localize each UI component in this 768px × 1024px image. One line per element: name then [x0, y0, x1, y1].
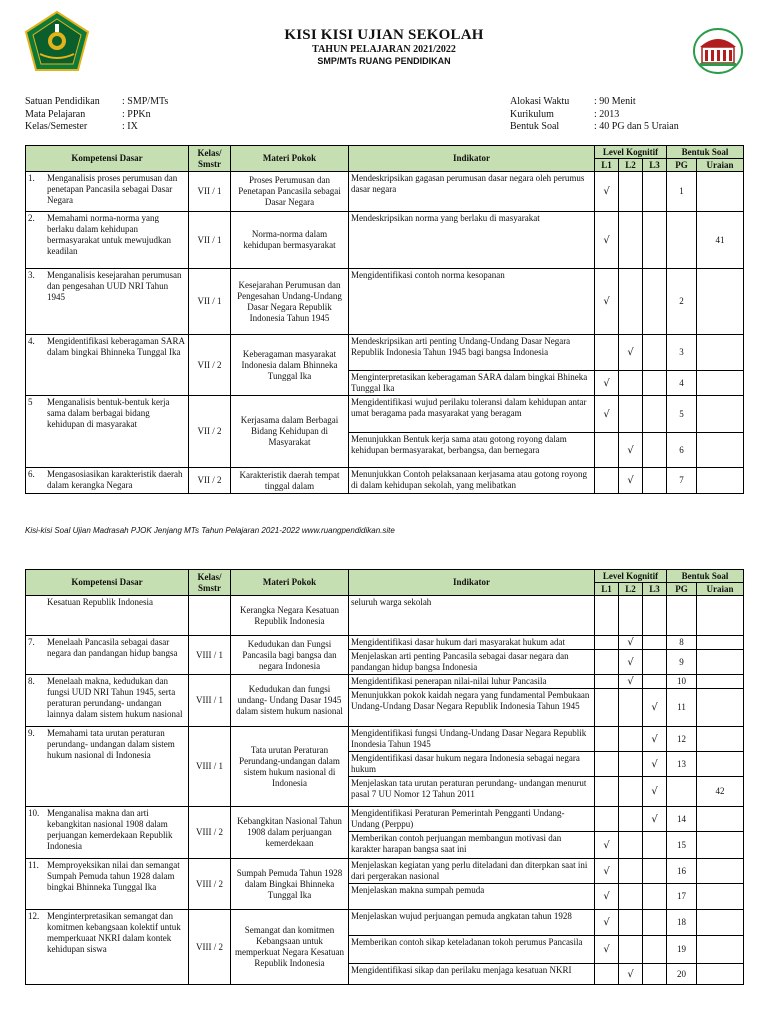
kd-cell	[26, 596, 189, 636]
level-l1-cell	[595, 964, 619, 985]
table-row	[26, 636, 744, 650]
table-row	[26, 675, 744, 689]
info-value: : 2013	[594, 108, 620, 120]
level-l2-cell	[619, 859, 643, 884]
kelas-cell: VIII / 2	[189, 859, 231, 910]
kelas-cell: VIII / 2	[189, 807, 231, 859]
level-l3-cell	[643, 433, 667, 468]
uraian-cell	[697, 752, 744, 777]
kelas-cell: VII / 1	[189, 269, 231, 335]
pg-cell	[667, 777, 697, 807]
kd-number: 9.	[28, 728, 35, 738]
kd-text	[28, 270, 186, 303]
level-l1-cell: √	[595, 269, 619, 335]
info-row	[25, 109, 168, 122]
kelas-cell: VII / 1	[189, 172, 231, 212]
level-l3-cell	[643, 212, 667, 269]
kd-text	[28, 597, 186, 608]
kd-number: 4.	[28, 336, 35, 346]
level-l1-cell	[595, 433, 619, 468]
info-right	[510, 96, 679, 134]
kd-description: Menganalisa makna dan arti kebangkitan nasional 1908 dalam perjuangan kemerdekaan Republik Indonesia	[47, 808, 173, 851]
level-l1-cell	[595, 675, 619, 689]
kd-text	[28, 173, 186, 206]
level-l1-cell	[595, 650, 619, 675]
col-bentuk: Bentuk Soal	[667, 146, 744, 159]
indikator-cell: Mengidentifikasi Peraturan Pemerintah Pengganti Undang-Undang (Perppu)	[349, 807, 595, 832]
level-l1-cell	[595, 468, 619, 494]
materi-cell: Kebangkitan Nasional Tahun 1908 dalam perjuangan kemerdekaan	[231, 807, 349, 859]
level-l3-cell	[643, 884, 667, 910]
indikator-cell: Menunjukkan Contoh pelaksanaan kerjasama atau gotong royong di dalam kehidupan sekolah, yang melibatkan	[349, 468, 595, 494]
info-key: Bentuk Soal	[510, 121, 560, 132]
uraian-cell	[697, 964, 744, 985]
col-kd: Kompetensi Dasar	[26, 570, 189, 596]
kd-cell	[26, 807, 189, 859]
kisi-table-1	[25, 145, 744, 494]
level-l2-cell	[619, 396, 643, 433]
col-bentuk: Bentuk Soal	[667, 570, 744, 583]
indikator-cell: Menjelaskan wujud perjuangan pemuda angkatan tahun 1928	[349, 910, 595, 936]
level-l3-cell: √	[643, 752, 667, 777]
kd-text	[28, 637, 186, 659]
uraian-cell	[697, 650, 744, 675]
uraian-cell	[697, 433, 744, 468]
uraian-cell	[697, 172, 744, 212]
pg-cell	[667, 212, 697, 269]
uraian-cell	[697, 335, 744, 371]
level-l1-cell	[595, 335, 619, 371]
kd-cell	[26, 468, 189, 494]
indikator-cell: Mengidentifikasi contoh norma kesopanan	[349, 269, 595, 335]
indikator-cell: Menunjukkan pokok kaidah negara yang fundamental Pembukaan Undang-Undang Dasar Negara Republik Indonesia Tahun 1945	[349, 689, 595, 727]
kd-number: 7.	[28, 637, 35, 647]
indikator-cell: Mengidentifikasi dasar hukum negara Indonesia sebagai negara hukum	[349, 752, 595, 777]
kd-description: Menganalisis kesejarahan perumusan dan pengesahan UUD NRI Tahun 1945	[47, 270, 182, 302]
table-row	[26, 727, 744, 752]
level-l1-cell: √	[595, 884, 619, 910]
col-indikator: Indikator	[349, 146, 595, 172]
kd-description: Memahami norma-norma yang berlaku dalam kehidupan bermasyarakat untuk mewujudkan keadilan	[47, 213, 171, 256]
materi-cell: Kedudukan dan Fungsi Pancasila bagi bangsa dan negara Indonesia	[231, 636, 349, 675]
uraian-cell	[697, 269, 744, 335]
table-row	[26, 910, 744, 936]
uraian-cell: 42	[697, 777, 744, 807]
table-row	[26, 335, 744, 371]
uraian-cell	[697, 910, 744, 936]
kd-text	[28, 676, 186, 720]
col-l1: L1	[595, 583, 619, 596]
indikator-cell: Menginterpretasikan keberagaman SARA dalam bingkai Bhineka Tunggal Ika	[349, 371, 595, 396]
materi-cell: Kerjasama dalam Berbagai Bidang Kehidupan di Masyarakat	[231, 396, 349, 468]
table-row	[26, 859, 744, 884]
level-l1-cell	[595, 807, 619, 832]
indikator-cell: Memberikan contoh sikap keteladanan tokoh perumus Pancasila	[349, 936, 595, 964]
document-title: KISI KISI UJIAN SEKOLAH	[284, 27, 484, 43]
col-l3: L3	[643, 159, 667, 172]
indikator-cell: Mendeskripsikan norma yang berlaku di masyarakat	[349, 212, 595, 269]
kd-text	[28, 728, 186, 761]
kd-cell	[26, 636, 189, 675]
level-l2-cell: √	[619, 433, 643, 468]
level-l1-cell: √	[595, 859, 619, 884]
kd-description: Menelaah Pancasila sebagai dasar negara dan pandangan hidup bangsa	[47, 637, 178, 658]
kd-number: 6.	[28, 469, 35, 479]
materi-cell: Karakteristik daerah tempat tinggal dalam	[231, 468, 349, 494]
uraian-cell: 41	[697, 212, 744, 269]
level-l1-cell: √	[595, 936, 619, 964]
uraian-cell	[697, 884, 744, 910]
level-l2-cell	[619, 832, 643, 859]
indikator-cell: Mengidentifikasi wujud perilaku toleransi dalam kehidupan antar umat beragama pada masyarakat yang beragam	[349, 396, 595, 433]
level-l3-cell: √	[643, 807, 667, 832]
uraian-cell	[697, 807, 744, 832]
level-l3-cell	[643, 172, 667, 212]
level-l2-cell: √	[619, 636, 643, 650]
level-l3-cell	[643, 650, 667, 675]
uraian-cell	[697, 675, 744, 689]
pg-cell: 20	[667, 964, 697, 985]
pg-cell: 11	[667, 689, 697, 727]
kd-number: 10.	[28, 808, 40, 818]
pg-cell: 19	[667, 936, 697, 964]
info-value: : 90 Menit	[594, 96, 636, 107]
info-row	[25, 96, 168, 109]
indikator-cell: Menjelaskan makna sumpah pemuda	[349, 884, 595, 910]
kd-cell	[26, 675, 189, 727]
info-row	[510, 109, 679, 122]
col-l1: L1	[595, 159, 619, 172]
level-l1-cell	[595, 752, 619, 777]
kelas-cell: VIII / 1	[189, 636, 231, 675]
kd-description: Menganalisis bentuk-bentuk kerja sama dalam berbagai bidang kehidupan di masyarakat	[47, 397, 170, 429]
pg-cell: 3	[667, 335, 697, 371]
pg-cell: 7	[667, 468, 697, 494]
kd-number	[28, 597, 47, 608]
uraian-cell	[697, 832, 744, 859]
materi-cell: Kedudukan dan fungsi undang- Undang Dasar 1945 dalam sistem hukum nasional	[231, 675, 349, 727]
uraian-cell	[697, 689, 744, 727]
materi-cell: Tata urutan Peraturan Perundang-undangan dalam sistem hukum nasional di Indonesia	[231, 727, 349, 807]
pg-cell: 15	[667, 832, 697, 859]
pg-cell: 14	[667, 807, 697, 832]
uraian-cell	[697, 371, 744, 396]
indikator-cell: Mengidentifikasi penerapan nilai-nilai luhur Pancasila	[349, 675, 595, 689]
materi-cell: Norma-norma dalam kehidupan bermasyarakat	[231, 212, 349, 269]
level-l2-cell	[619, 596, 643, 636]
table-row	[26, 212, 744, 269]
col-pg: PG	[667, 583, 697, 596]
level-l2-cell	[619, 172, 643, 212]
level-l3-cell: √	[643, 777, 667, 807]
level-l3-cell	[643, 596, 667, 636]
kd-description: Kesatuan Republik Indonesia	[47, 597, 153, 607]
level-l1-cell	[595, 777, 619, 807]
col-indikator: Indikator	[349, 570, 595, 596]
level-l3-cell	[643, 832, 667, 859]
kd-cell	[26, 910, 189, 985]
info-row	[510, 121, 679, 134]
info-key: Kurikulum	[510, 108, 554, 120]
table-2-body	[26, 596, 744, 985]
level-l2-cell: √	[619, 335, 643, 371]
col-pg: PG	[667, 159, 697, 172]
kd-number: 12.	[28, 911, 40, 921]
kd-description: Mengidentifikasi keberagaman SARA dalam bingkai Bhinneka Tunggal Ika	[47, 336, 185, 357]
materi-cell: Kerangka Negara Kesatuan Republik Indonesia	[231, 596, 349, 636]
indikator-cell: Mengidentifikasi fungsi Undang-Undang Dasar Negara Republik Inondesia Tahun 1945	[349, 727, 595, 752]
pg-cell: 1	[667, 172, 697, 212]
indikator-cell: Mendeskripsikan arti penting Undang-Undang Dasar Negara Republik Indonesia Tahun 1945 bagi bangsa Indonesia	[349, 335, 595, 371]
level-l1-cell: √	[595, 396, 619, 433]
col-l2: L2	[619, 583, 643, 596]
col-kelas: Kelas/ Smstr	[189, 146, 231, 172]
level-l3-cell	[643, 371, 667, 396]
level-l2-cell: √	[619, 468, 643, 494]
indikator-cell: Mendeskripsikan gagasan perumusan dasar negara oleh perumus dasar negara	[349, 172, 595, 212]
kd-description: Memproyeksikan nilai dan semangat Sumpah Pemuda tahun 1928 dalam bingkai Bhinneka Tunggal Ika	[47, 860, 180, 892]
level-l2-cell	[619, 212, 643, 269]
level-l2-cell	[619, 777, 643, 807]
kd-number: 11.	[28, 860, 39, 870]
uraian-cell	[697, 936, 744, 964]
col-materi: Materi Pokok	[231, 146, 349, 172]
col-uraian: Uraian	[697, 159, 744, 172]
table-1-body	[26, 172, 744, 494]
level-l1-cell	[595, 689, 619, 727]
kelas-cell: VIII / 2	[189, 910, 231, 985]
kd-cell	[26, 172, 189, 212]
level-l2-cell	[619, 936, 643, 964]
info-key: Alokasi Waktu	[510, 96, 570, 107]
kd-cell	[26, 859, 189, 910]
kd-number: 2.	[28, 213, 35, 223]
level-l2-cell: √	[619, 650, 643, 675]
kd-text	[28, 397, 186, 430]
indikator-cell: Memberikan contoh perjuangan membangun motivasi dan karakter harapan bangsa saat ini	[349, 832, 595, 859]
pg-cell	[667, 596, 697, 636]
kd-cell	[26, 212, 189, 269]
materi-cell: Proses Perumusan dan Penetapan Pancasila sebagai Dasar Negara	[231, 172, 349, 212]
kd-text	[28, 336, 186, 358]
level-l3-cell	[643, 859, 667, 884]
materi-cell: Semangat dan komitmen Kebangsaan untuk memperkuat Negara Kesatuan Republik Indonesia	[231, 910, 349, 985]
level-l2-cell	[619, 752, 643, 777]
kd-description: Menganalisis proses perumusan dan penetapan Pancasila sebagai Dasar Negara	[47, 173, 178, 205]
level-l2-cell	[619, 910, 643, 936]
kd-cell	[26, 269, 189, 335]
kd-cell	[26, 727, 189, 807]
kd-number: 8.	[28, 676, 35, 686]
kd-cell	[26, 335, 189, 396]
level-l3-cell	[643, 936, 667, 964]
uraian-cell	[697, 727, 744, 752]
pg-cell: 13	[667, 752, 697, 777]
table-row	[26, 396, 744, 433]
materi-cell: Kesejarahan Perumusan dan Pengesahan Undang-Undang Dasar Negara Republik Indonesia Tahun 1945	[231, 269, 349, 335]
level-l2-cell: √	[619, 675, 643, 689]
footer-note: Kisi-kisi Soal Ujian Madrasah PJOK Jenjang MTs Tahun Pelajaran 2021-2022 www.ruangpendidikan.site	[25, 526, 395, 535]
level-l3-cell	[643, 636, 667, 650]
kelas-cell: VII / 2	[189, 396, 231, 468]
school-name: SMP/MTs RUANG PENDIDIKAN	[317, 56, 451, 66]
info-value: : PPKn	[122, 108, 151, 120]
table-row	[26, 596, 744, 636]
kd-text	[28, 469, 186, 491]
kd-description: Menginterpretasikan semangat dan komitmen kebangsaan kolektif untuk memperkuaat NKRI dalam kontek kehidupan siswa	[47, 911, 181, 954]
kd-cell	[26, 396, 189, 468]
info-value: : SMP/MTs	[122, 96, 169, 107]
level-l3-cell	[643, 335, 667, 371]
kd-description: Menelaah makna, kedudukan dan fungsi UUD NRI Tahun 1945, serta peraturan perundang- undangan lainnya dalam sistem hukum nasional	[47, 676, 183, 719]
level-l1-cell: √	[595, 371, 619, 396]
info-value: : 40 PG dan 5 Uraian	[594, 121, 679, 132]
pg-cell: 18	[667, 910, 697, 936]
kd-text	[28, 213, 186, 257]
kelas-cell	[189, 596, 231, 636]
level-l2-cell	[619, 884, 643, 910]
uraian-cell	[697, 596, 744, 636]
level-l1-cell	[595, 727, 619, 752]
indikator-cell: Menjelaskan kegiatan yang perlu diteladani dan diterpkan saat ini dari pergerakan nasional	[349, 859, 595, 884]
kd-description: Mengasosiasikan karakteristik daerah dalam kerangka Negara	[47, 469, 183, 490]
level-l2-cell	[619, 269, 643, 335]
level-l3-cell	[643, 396, 667, 433]
indikator-cell: Mengidentifikasi dasar hukum dari masyarakat hukum adat	[349, 636, 595, 650]
info-left	[25, 96, 168, 134]
indikator-cell: Mengidentifikasi sikap dan perilaku menjaga kesatuan NKRI	[349, 964, 595, 985]
col-l3: L3	[643, 583, 667, 596]
col-uraian: Uraian	[697, 583, 744, 596]
kd-text	[28, 808, 186, 852]
pg-cell: 9	[667, 650, 697, 675]
level-l3-cell: √	[643, 689, 667, 727]
info-key: Satuan Pendidikan	[25, 96, 100, 107]
indikator-cell: Menjelaskan arti penting Pancasila sebagai dasar negara dan pandangan hidup bangsa Indonesia	[349, 650, 595, 675]
kd-number: 5	[28, 397, 33, 407]
table-row	[26, 269, 744, 335]
level-l1-cell: √	[595, 212, 619, 269]
table-row	[26, 807, 744, 832]
level-l1-cell	[595, 636, 619, 650]
level-l1-cell	[595, 596, 619, 636]
indikator-cell: Menjelaskan tata urutan peraturan perundang- undangan menurut pasal 7 UU Nomor 12 Tahun 2011	[349, 777, 595, 807]
pg-cell: 8	[667, 636, 697, 650]
kd-number: 3.	[28, 270, 35, 280]
indikator-cell: Menunjukkan Bentuk kerja sama atau gotong royong dalam kehidupan bermasyarakat, berbangsa, dan bernegara	[349, 433, 595, 468]
level-l3-cell	[643, 910, 667, 936]
kelas-cell: VII / 1	[189, 212, 231, 269]
level-l3-cell	[643, 964, 667, 985]
kelas-cell: VII / 2	[189, 468, 231, 494]
level-l2-cell	[619, 689, 643, 727]
level-l2-cell	[619, 807, 643, 832]
info-key: Mata Pelajaran	[25, 108, 86, 120]
info-row	[510, 96, 679, 109]
col-level: Level Kognitif	[595, 570, 667, 583]
col-kd: Kompetensi Dasar	[26, 146, 189, 172]
level-l3-cell	[643, 468, 667, 494]
level-l1-cell: √	[595, 910, 619, 936]
level-l2-cell: √	[619, 964, 643, 985]
materi-cell: Keberagaman masyarakat Indonesia dalam Bhinneka Tunggal Ika	[231, 335, 349, 396]
info-value: : IX	[122, 121, 138, 132]
uraian-cell	[697, 468, 744, 494]
kd-description: Memahami tata urutan peraturan perundang- undangan dalam sistem hukum nasional di Indonesia	[47, 728, 175, 760]
level-l2-cell	[619, 371, 643, 396]
school-year: TAHUN PELAJARAN 2021/2022	[312, 44, 456, 55]
col-level: Level Kognitif	[595, 146, 667, 159]
pg-cell: 12	[667, 727, 697, 752]
pg-cell: 10	[667, 675, 697, 689]
kd-text	[28, 911, 186, 955]
pg-cell: 4	[667, 371, 697, 396]
indikator-cell: seluruh warga sekolah	[349, 596, 595, 636]
level-l3-cell	[643, 269, 667, 335]
pg-cell: 2	[667, 269, 697, 335]
kd-number: 1.	[28, 173, 35, 183]
col-kelas: Kelas/ Smstr	[189, 570, 231, 596]
level-l3-cell	[643, 675, 667, 689]
materi-cell: Sumpah Pemuda Tahun 1928 dalam Bingkai Bhinneka Tunggal Ika	[231, 859, 349, 910]
pg-cell: 6	[667, 433, 697, 468]
uraian-cell	[697, 396, 744, 433]
kelas-cell: VIII / 1	[189, 727, 231, 807]
col-l2: L2	[619, 159, 643, 172]
pg-cell: 16	[667, 859, 697, 884]
info-row	[25, 121, 168, 134]
uraian-cell	[697, 636, 744, 650]
table-row	[26, 468, 744, 494]
kisi-table-2	[25, 569, 744, 985]
level-l2-cell	[619, 727, 643, 752]
pg-cell: 5	[667, 396, 697, 433]
kd-text	[28, 860, 186, 893]
kelas-cell: VII / 2	[189, 335, 231, 396]
info-key: Kelas/Semester	[25, 121, 88, 132]
table-row	[26, 172, 744, 212]
level-l1-cell: √	[595, 832, 619, 859]
uraian-cell	[697, 859, 744, 884]
pg-cell: 17	[667, 884, 697, 910]
col-materi: Materi Pokok	[231, 570, 349, 596]
level-l1-cell: √	[595, 172, 619, 212]
level-l3-cell: √	[643, 727, 667, 752]
kelas-cell: VIII / 1	[189, 675, 231, 727]
